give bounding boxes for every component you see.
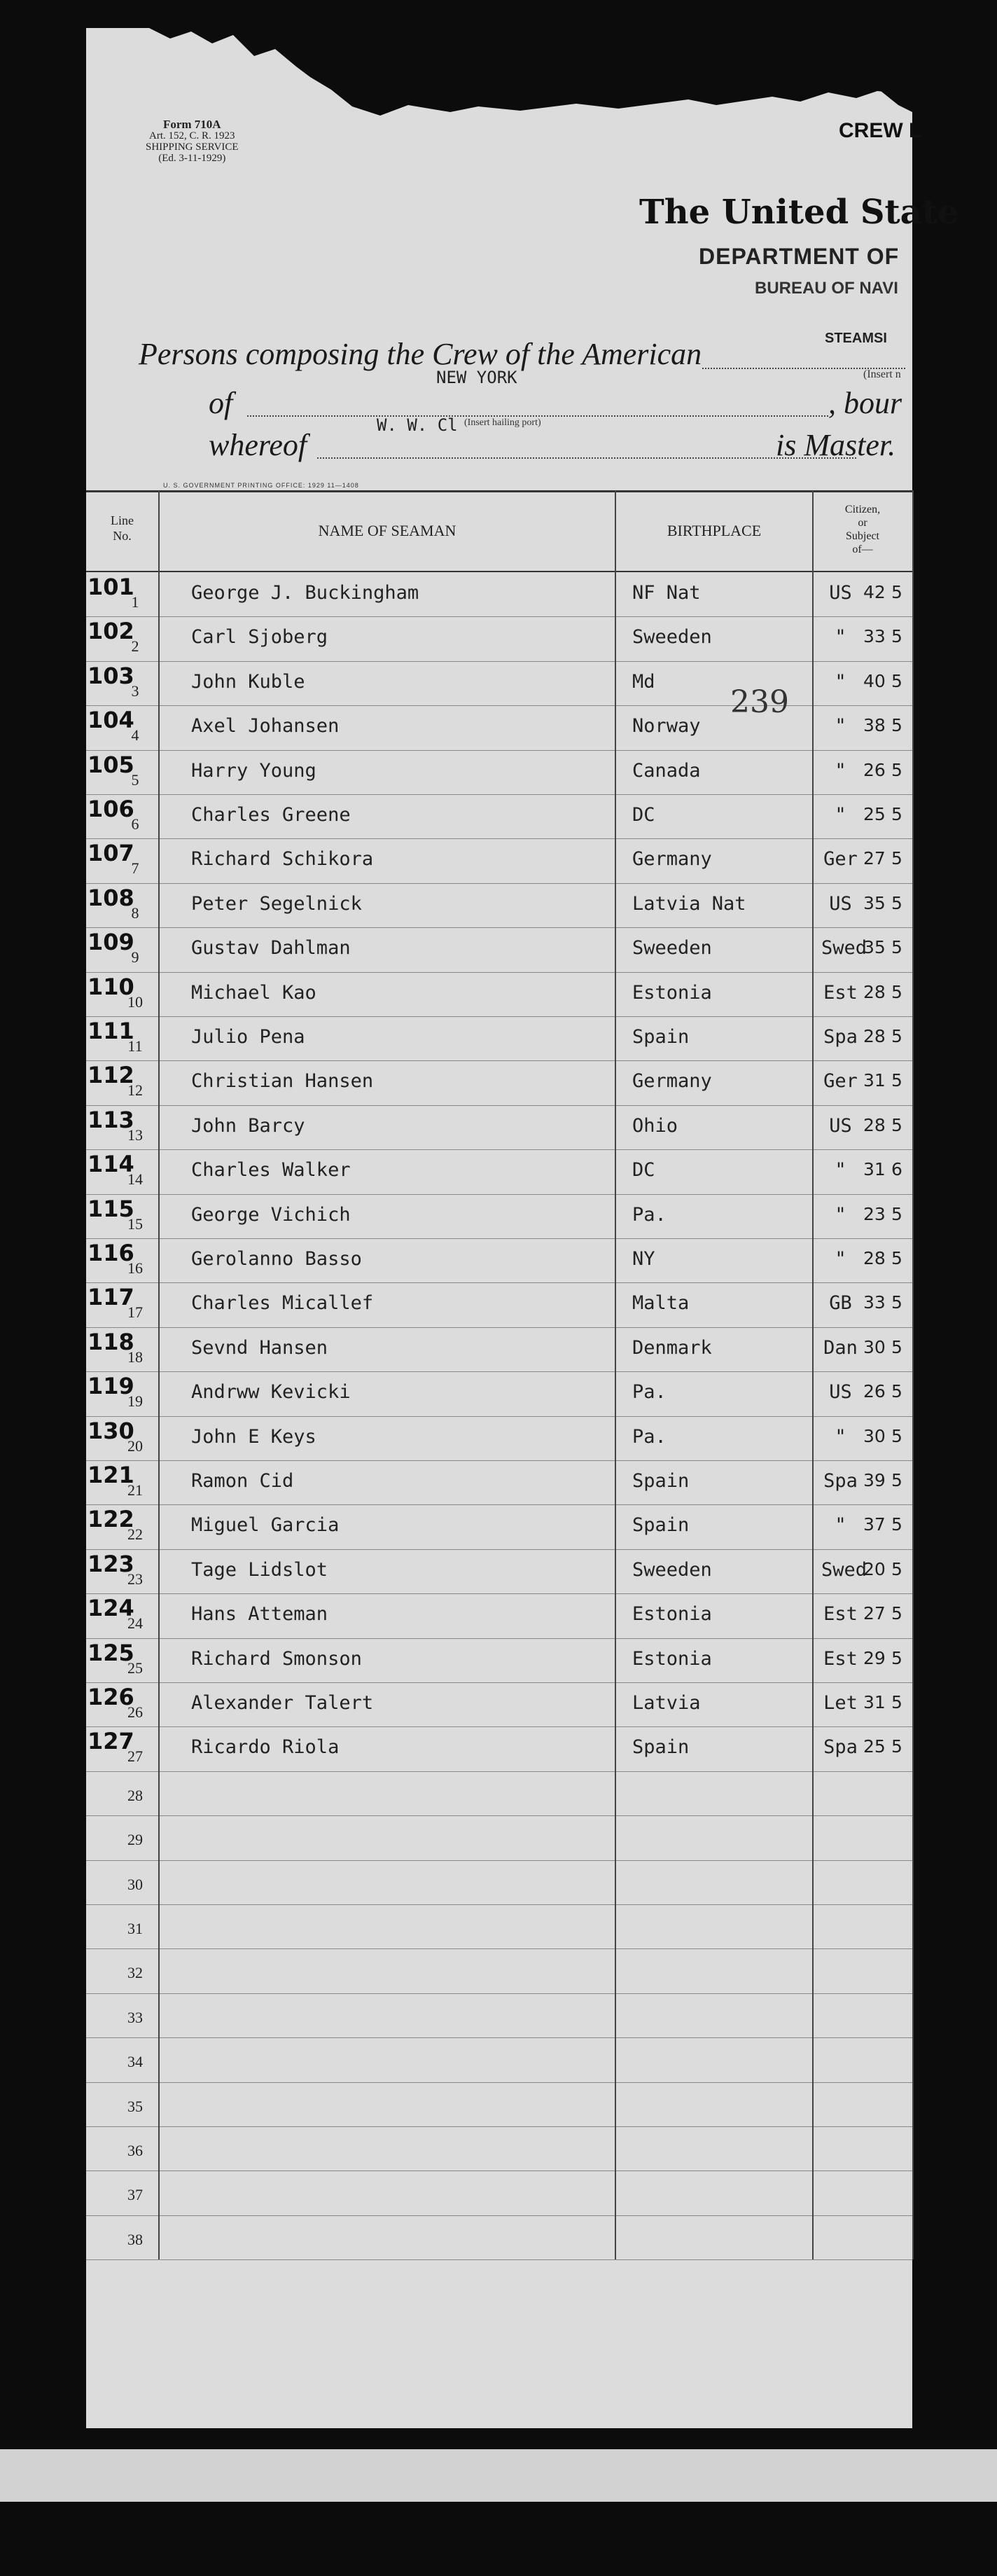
line-number: 11 [127,1037,143,1055]
row-rule [86,1504,912,1505]
height-feet: 5 [891,1559,902,1579]
seaman-name: Ricardo Riola [191,1736,340,1758]
handwritten-line-number: 106 [88,796,134,822]
birthplace: Germany [632,848,712,870]
line-number: 35 [127,2098,143,2115]
citizenship: US [829,893,852,915]
line-number: 20 [127,1437,143,1455]
seaman-name: George Vichich [191,1204,351,1226]
row-rule [86,1593,912,1594]
handwritten-line-number: 104 [88,707,134,733]
citizenship: Est [823,1603,858,1625]
age: 35 [863,893,886,913]
line-number: 7 [131,859,139,877]
handwritten-line-number: 122 [88,1506,134,1532]
height-feet: 5 [891,1292,902,1313]
handwritten-line-number: 101 [88,574,134,600]
seaman-name: Harry Young [191,760,316,782]
dotted-rule [247,415,828,417]
citizenship: Spa [823,1026,858,1048]
row-rule [86,1238,912,1239]
line-number: 4 [131,726,139,744]
age: 20 [863,1559,886,1579]
citizenship: " [835,1426,846,1448]
master-name: W. W. Cl [377,415,458,435]
handwritten-line-number: 130 [88,1418,134,1444]
seaman-name: Christian Hansen [191,1070,374,1092]
birthplace: Malta [632,1292,690,1314]
birthplace: Sweeden [632,626,712,648]
height-feet: 5 [891,1204,902,1224]
height-feet: 5 [891,937,902,957]
height-feet: 5 [891,715,902,735]
printer-imprint: U. S. GOVERNMENT PRINTING OFFICE: 1929 11—1408 [163,482,359,489]
form-article: Art. 152, C. R. 1923 [149,130,235,141]
line-number: 30 [127,1876,143,1893]
citizenship: " [835,1159,846,1181]
seaman-name: Tage Lidslot [191,1559,328,1581]
row-rule [86,1771,912,1772]
column-rule [912,490,914,2259]
persons-label: Persons composing the Crew of the American [139,337,702,371]
line-number: 33 [127,2009,143,2026]
line-number: 12 [127,1081,143,1099]
height-feet: 5 [891,1070,902,1090]
birthplace: Pa. [632,1204,667,1226]
age: 27 [863,848,886,868]
age: 28 [863,1026,886,1046]
height-feet: 5 [891,1381,902,1401]
seaman-name: George J. Buckingham [191,582,419,604]
line-number: 6 [131,815,139,833]
form-number: Form 710A [162,118,221,131]
line-number: 15 [127,1215,143,1233]
citizenship: " [835,804,846,826]
row-rule [86,1460,912,1461]
citizenship: " [835,1204,846,1226]
column-rule [812,490,814,2259]
height-feet: 5 [891,626,902,646]
line-number: 25 [127,1659,143,1677]
citizenship: Dan [823,1337,858,1359]
age: 26 [863,760,886,780]
seaman-name: Sevnd Hansen [191,1337,328,1359]
seaman-name: Miguel Garcia [191,1514,340,1536]
line-number: 22 [127,1525,143,1543]
is-master-label: is Master. [776,428,896,462]
age: 30 [863,1426,886,1446]
row-rule [86,972,912,973]
height-feet: 6 [891,1159,902,1179]
line-number: 32 [127,1964,143,1981]
age: 28 [863,982,886,1002]
citizenship: Ger [823,848,858,870]
row-rule [86,750,912,751]
handwritten-line-number: 124 [88,1595,134,1621]
line-number: 21 [127,1481,143,1499]
citizenship: US [829,1381,852,1403]
row-rule [86,1371,912,1372]
row-rule [86,1682,912,1683]
height-feet: 5 [891,893,902,913]
birthplace: DC [632,804,655,826]
line-number: 1 [131,593,139,611]
line-number: 14 [127,1170,143,1188]
seaman-name: Axel Johansen [191,715,340,737]
row-rule [86,1860,912,1861]
birthplace: Latvia Nat [632,893,746,915]
row-rule [86,2170,912,2171]
citizenship: GB [829,1292,852,1314]
row-rule [86,1149,912,1150]
height-feet: 5 [891,982,902,1002]
height-feet: 5 [891,1337,902,1357]
line-number: 13 [127,1126,143,1144]
birthplace: NY [632,1248,655,1270]
line-number: 37 [127,2186,143,2203]
handwritten-line-number: 102 [88,618,134,644]
age: 42 [863,582,886,602]
citizenship: Est [823,1648,858,1670]
seaman-name: Richard Schikora [191,848,374,870]
line-number: 36 [127,2142,143,2159]
birthplace: Germany [632,1070,712,1092]
form-service: SHIPPING SERVICE [146,141,239,153]
age: 30 [863,1337,886,1357]
column-header-citizen: Citizen, or Subject of— [844,504,881,555]
birthplace: Pa. [632,1381,667,1403]
line-number: 9 [131,948,139,966]
handwritten-line-number: 116 [88,1240,134,1266]
handwritten-line-number: 119 [88,1373,134,1399]
form-info [146,119,239,164]
seaman-name: Alexander Talert [191,1692,374,1714]
row-rule [86,1194,912,1195]
citizenship: Ger [823,1070,858,1092]
height-feet: 5 [891,1426,902,1446]
age: 28 [863,1248,886,1268]
age: 27 [863,1603,886,1623]
handwritten-line-number: 115 [88,1196,134,1222]
steamship-label: STEAMSI [825,331,887,346]
birthplace: Spain [632,1026,690,1048]
seaman-name: Andrww Kevicki [191,1381,351,1403]
column-rule [158,490,160,2259]
row-rule [86,2259,912,2260]
citizenship: Est [823,982,858,1004]
age: 25 [863,1736,886,1757]
age: 29 [863,1648,886,1668]
birthplace: Sweeden [632,1559,712,1581]
citizenship: Swed [821,1559,867,1581]
line-number: 24 [127,1614,143,1632]
handwritten-line-number: 125 [88,1640,134,1666]
handwritten-line-number: 111 [88,1018,134,1044]
handwritten-line-number: 118 [88,1329,134,1355]
form-edition: (Ed. 3-11-1929) [158,153,226,164]
age: 40 [863,671,886,691]
seaman-name: Charles Greene [191,804,351,826]
age: 35 [863,937,886,957]
seaman-name: Gustav Dahlman [191,937,351,959]
citizenship: " [835,1248,846,1270]
line-number: 3 [131,682,139,700]
row-rule [86,1327,912,1328]
column-rule [615,490,616,2259]
line-number: 26 [127,1703,143,1721]
birthplace: Estonia [632,982,712,1004]
citizenship: " [835,760,846,782]
age: 26 [863,1381,886,1401]
height-feet: 5 [891,1248,902,1268]
column-header-name: NAME OF SEAMAN [318,522,456,539]
handwritten-line-number: 117 [88,1284,134,1310]
row-rule [86,1549,912,1550]
line-number: 27 [127,1747,143,1765]
height-feet: 5 [891,1736,902,1757]
of-label: of [209,386,233,420]
handwritten-line-number: 107 [88,840,134,866]
line-number: 28 [127,1787,143,1804]
bureau-heading: BUREAU OF NAVI [755,279,898,298]
age: 39 [863,1470,886,1490]
seaman-name: John E Keys [191,1426,316,1448]
handwritten-line-number: 112 [88,1062,134,1088]
citizenship: " [835,715,846,737]
seaman-name: John Barcy [191,1115,305,1137]
handwritten-line-number: 114 [88,1151,134,1177]
document-title: The United State [639,193,959,232]
row-rule [86,1416,912,1417]
birthplace: Md [632,671,655,693]
citizenship: " [835,626,846,648]
insert-note: (Insert n [863,368,901,380]
row-rule [86,1993,912,1994]
birthplace: Estonia [632,1648,712,1670]
column-header-line-no: Line No. [111,513,134,543]
birthplace: Estonia [632,1603,712,1625]
handwritten-line-number: 126 [88,1684,134,1710]
seaman-name: Gerolanno Basso [191,1248,362,1270]
port-name: NEW YORK [436,368,517,387]
citizenship: US [829,582,852,604]
handwritten-line-number: 123 [88,1551,134,1577]
seaman-name: Ramon Cid [191,1470,294,1492]
handwritten-line-number: 105 [88,752,134,778]
handwritten-line-number: 127 [88,1728,134,1754]
citizenship: Spa [823,1470,858,1492]
citizenship: " [835,1514,846,1536]
line-number: 38 [127,2231,143,2248]
height-feet: 5 [891,760,902,780]
birthplace: Latvia [632,1692,701,1714]
age: 23 [863,1204,886,1224]
handwritten-line-number: 110 [88,974,134,1000]
citizenship: Let [823,1692,858,1714]
birthplace: Ohio [632,1115,678,1137]
height-feet: 5 [891,1514,902,1535]
line-number: 31 [127,1920,143,1937]
line-number: 19 [127,1392,143,1410]
height-feet: 5 [891,1648,902,1668]
row-rule [86,1904,912,1905]
height-feet: 5 [891,1470,902,1490]
row-rule [86,838,912,839]
age: 33 [863,1292,886,1313]
table-top-rule [86,490,912,492]
line-number: 16 [127,1259,143,1277]
birthplace: Spain [632,1736,690,1758]
row-rule [86,616,912,617]
line-number: 18 [127,1348,143,1366]
row-rule [86,1016,912,1017]
height-feet: 5 [891,582,902,602]
handwritten-line-number: 113 [88,1107,134,1133]
seaman-name: Hans Atteman [191,1603,328,1625]
row-rule [86,661,912,662]
row-rule [86,2082,912,2083]
citizenship: Swed [821,937,867,959]
age: 31 [863,1159,886,1179]
lower-paper-strip [0,2449,997,2502]
age: 25 [863,804,886,824]
height-feet: 5 [891,671,902,691]
hailing-port-note: (Insert hailing port) [464,417,541,428]
seaman-name: Peter Segelnick [191,893,362,915]
birthplace: Pa. [632,1426,667,1448]
birthplace: DC [632,1159,655,1181]
age: 37 [863,1514,886,1535]
row-rule [86,2126,912,2127]
height-feet: 5 [891,1115,902,1135]
age: 28 [863,1115,886,1135]
row-rule [86,1948,912,1949]
row-rule [86,927,912,928]
crew-list-document [86,28,959,2428]
seaman-name: Michael Kao [191,982,316,1004]
handwritten-line-number: 103 [88,663,134,689]
whereof-label: whereof [209,428,307,462]
line-number: 23 [127,1570,143,1588]
row-rule [86,2037,912,2038]
column-header-birthplace: BIRTHPLACE [667,522,762,539]
seaman-name: Richard Smonson [191,1648,362,1670]
citizenship: Spa [823,1736,858,1758]
birthplace: NF Nat [632,582,701,604]
height-feet: 5 [891,1603,902,1623]
seaman-name: Charles Walker [191,1159,351,1181]
handwritten-line-number: 108 [88,885,134,911]
row-rule [86,794,912,795]
age: 33 [863,626,886,646]
handwritten-line-number: 121 [88,1462,134,1488]
seaman-name: Charles Micallef [191,1292,374,1314]
line-number: 8 [131,904,139,922]
row-rule [86,1060,912,1061]
age: 38 [863,715,886,735]
birthplace: Denmark [632,1337,712,1359]
row-rule [86,1815,912,1816]
crew-list-heading: CREW L [839,119,922,142]
height-feet: 5 [891,1026,902,1046]
row-rule [86,1726,912,1727]
birthplace: Spain [632,1514,690,1536]
line-number: 10 [127,993,143,1011]
birthplace: Norway [632,715,701,737]
seaman-name: Carl Sjoberg [191,626,328,648]
age: 31 [863,1692,886,1712]
row-rule [86,883,912,884]
birthplace: Sweeden [632,937,712,959]
citizenship: " [835,671,846,693]
age: 31 [863,1070,886,1090]
height-feet: 5 [891,1692,902,1712]
citizenship: US [829,1115,852,1137]
header-bottom-rule [86,571,912,572]
seaman-name: Julio Pena [191,1026,305,1048]
bound-label: , bour [828,386,902,420]
birthplace: Spain [632,1470,690,1492]
seaman-name: John Kuble [191,671,305,693]
row-rule [86,2215,912,2216]
line-number: 5 [131,771,139,789]
row-rule [86,1638,912,1639]
height-feet: 5 [891,848,902,868]
line-number: 2 [131,637,139,655]
row-rule [86,1282,912,1283]
line-number: 17 [127,1303,143,1321]
line-number: 34 [127,2053,143,2070]
row-rule [86,1105,912,1106]
department-heading: DEPARTMENT OF [699,244,900,269]
line-number: 29 [127,1831,143,1848]
stamped-number: 239 [730,684,789,720]
birthplace: Canada [632,760,701,782]
height-feet: 5 [891,804,902,824]
handwritten-line-number: 109 [88,929,134,955]
